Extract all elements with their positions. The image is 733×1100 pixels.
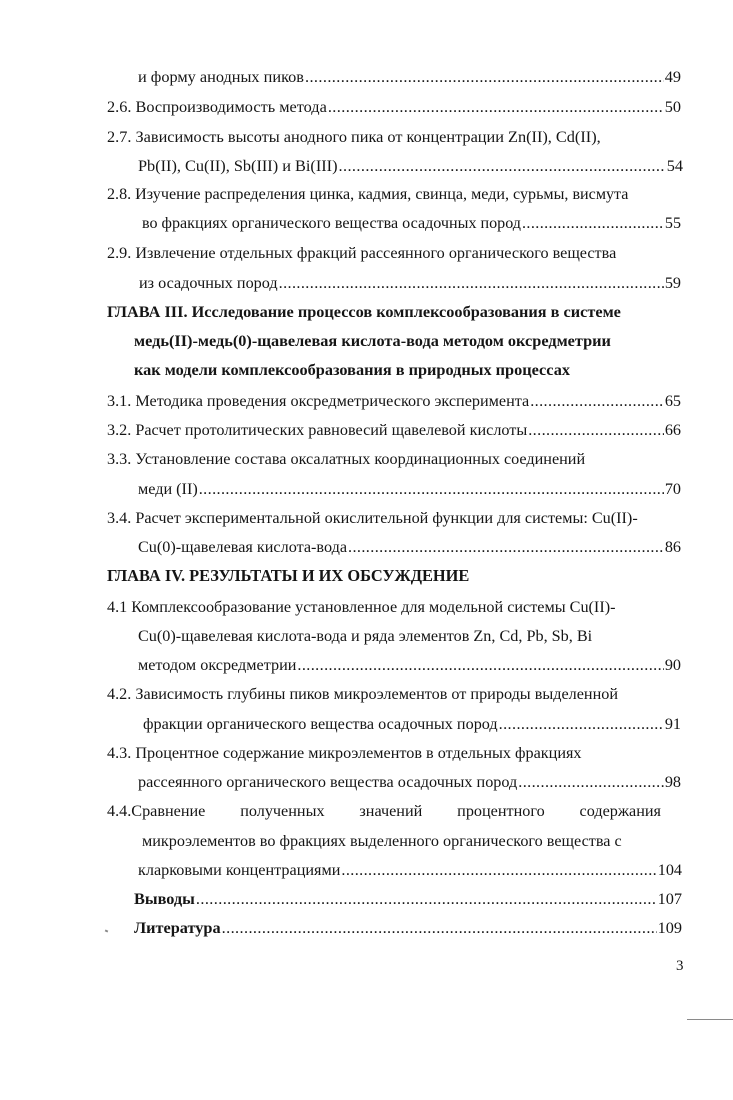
- toc-leader-dots: [339, 157, 666, 176]
- toc-entry-4-1-line-2: [138, 627, 592, 646]
- toc-page-number: 59: [664, 274, 681, 292]
- toc-entry-text: из осадочных пород: [139, 274, 278, 292]
- toc-leader-dots: [328, 98, 664, 117]
- toc-entry-2-5-continued: [138, 68, 681, 87]
- toc-entry-text: кларковыми концентрациями: [138, 861, 341, 879]
- toc-entry-4-2-line-2: [143, 715, 681, 734]
- toc-leader-dots: [518, 773, 664, 792]
- toc-entry-3-4-line-2: [138, 538, 681, 557]
- toc-page-number: 65: [664, 392, 681, 410]
- toc-entry-3-3-line-2: [138, 480, 681, 499]
- toc-leader-dots: [196, 890, 657, 909]
- toc-entry-text: 3.3. Установление состава оксалатных координационных соединений: [107, 450, 586, 468]
- toc-word: значений: [359, 802, 423, 820]
- toc-entry-text: 4.3. Процентное содержание микроэлементов в отдельных фракциях: [107, 744, 582, 762]
- chapter-3-heading-line-2: [134, 332, 611, 351]
- toc-leader-dots: [222, 919, 657, 938]
- toc-entry-text: меди (II): [138, 480, 198, 498]
- toc-leader-dots: [522, 215, 664, 234]
- toc-entry-text: 4.2. Зависимость глубины пиков микроэлементов от природы выделенной: [107, 685, 619, 703]
- toc-entry-text: Cu(0)-щавелевая кислота-вода: [138, 538, 348, 556]
- toc-entry-2-6: [107, 98, 681, 117]
- toc-page-number: 50: [664, 97, 681, 116]
- toc-entry-4-3-line-2: [138, 773, 681, 792]
- toc-entry-text: 3.1. Методика проведения оксредметрического эксперимента: [107, 392, 530, 410]
- toc-entry-2-9-line-1: [107, 244, 616, 263]
- toc-entry-text: 4.1 Комплексообразование установленное для модельной системы Cu(II)-: [107, 598, 616, 616]
- toc-entry-text: 3.2. Расчет протолитических равновесий щавелевой кислоты: [107, 421, 528, 439]
- toc-entry-text: 2.6. Воспроизводимость метода: [107, 97, 327, 116]
- toc-entry-2-7-line-1: [107, 128, 601, 147]
- toc-entry-3-1: [107, 392, 681, 411]
- toc-entry-text: Cu(0)-щавелевая кислота-вода и ряда элементов Zn, Cd, Pb, Sb, Bi: [138, 627, 593, 645]
- toc-word: 4.4.Сравнение: [107, 802, 206, 820]
- toc-entry-text: 3.4. Расчет экспериментальной окислительной функции для системы: Cu(II)-: [107, 509, 638, 527]
- toc-entry-text: 2.7. Зависимость высоты анодного пика от концентрации Zn(II), Cd(II),: [107, 127, 601, 146]
- toc-entry-4-3-line-1: [107, 744, 582, 763]
- toc-entry-4-4-line-2: [142, 832, 622, 851]
- toc-leader-dots: [528, 421, 664, 440]
- toc-entry-3-2: [107, 421, 681, 440]
- toc-leader-dots: [499, 715, 664, 734]
- toc-leader-dots: [279, 274, 664, 293]
- toc-entry-2-8-line-1: [107, 186, 628, 205]
- toc-entry-4-1-line-1: [107, 598, 616, 617]
- toc-entry-text: методом оксредметрии: [138, 656, 297, 674]
- scan-mark: [105, 929, 109, 932]
- toc-page-number: 91: [664, 715, 681, 733]
- toc-entry-text: и форму анодных пиков: [138, 67, 304, 86]
- toc-leader-dots: [305, 68, 664, 87]
- toc-leader-dots: [341, 861, 656, 880]
- toc-entry-text: 2.8. Изучение распределения цинка, кадмия, свинца, меди, сурьмы, висмута: [107, 186, 629, 203]
- toc-entry-4-2-line-1: [107, 685, 618, 704]
- toc-entry-text: фракции органического вещества осадочных пород: [143, 715, 498, 733]
- toc-entry-conclusions: [134, 890, 682, 909]
- toc-entry-2-8-line-2: [142, 215, 681, 234]
- toc-page-number: 49: [664, 67, 681, 86]
- chapter-4-heading: [107, 567, 469, 586]
- toc-page-number: 90: [664, 656, 681, 674]
- toc-page-number: 86: [664, 538, 681, 556]
- toc-leader-dots: [297, 656, 663, 675]
- chapter-heading-text: ГЛАВА III. Исследование процессов комплексообразования в системе: [107, 302, 621, 321]
- toc-entry-text: Pb(II), Cu(II), Sb(III) и Bi(III): [138, 156, 338, 175]
- toc-entry-4-4-line-3: [138, 861, 682, 880]
- toc-entry-text: рассеянного органического вещества осадочных пород: [138, 773, 518, 791]
- toc-leader-dots: [530, 392, 664, 411]
- toc-leader-dots: [348, 538, 664, 557]
- toc-word: содержания: [579, 802, 661, 820]
- toc-entry-3-3-line-1: [107, 450, 585, 469]
- toc-entry-2-9-line-2: [139, 274, 681, 293]
- toc-entry-4-4-line-1: [107, 802, 661, 821]
- toc-page-number: 54: [666, 156, 683, 175]
- toc-page-number: 66: [664, 421, 681, 439]
- toc-entry-text: во фракциях органического вещества осадочных пород: [142, 215, 521, 232]
- page-number: 3: [676, 958, 684, 974]
- toc-page-number: 104: [657, 861, 682, 879]
- toc-page-number: 98: [664, 773, 681, 791]
- chapter-3-heading-line-1: [107, 303, 621, 322]
- toc-entry-3-4-line-1: [107, 509, 638, 528]
- toc-page-number: 109: [657, 918, 682, 937]
- scan-edge-rule: [687, 1019, 733, 1020]
- toc-entry-text: Выводы: [134, 889, 195, 908]
- chapter-3-heading-line-3: [134, 361, 570, 380]
- toc-word: процентного: [457, 802, 545, 820]
- toc-entry-text: микроэлементов во фракциях выделенного органического вещества с: [142, 832, 622, 850]
- toc-leader-dots: [199, 480, 664, 499]
- toc-page-number: 55: [664, 215, 681, 232]
- toc-entry-references: [134, 919, 682, 938]
- toc-page-number: 70: [664, 480, 681, 498]
- chapter-heading-text: медь(II)-медь(0)-щавелевая кислота-вода методом оксредметрии: [134, 331, 611, 350]
- toc-page-number: 107: [657, 889, 682, 908]
- toc-word: полученных: [240, 802, 325, 820]
- chapter-heading-text: как модели комплексообразования в природных процессах: [134, 360, 570, 379]
- toc-entry-text: Литература: [134, 918, 221, 937]
- toc-entry-text: 2.9. Извлечение отдельных фракций рассеянного органического вещества: [107, 244, 617, 262]
- toc-entry-2-7-line-2: [138, 157, 683, 176]
- chapter-heading-text: ГЛАВА IV. РЕЗУЛЬТАТЫ И ИХ ОБСУЖДЕНИЕ: [107, 566, 470, 585]
- toc-entry-4-1-line-3: [138, 656, 681, 675]
